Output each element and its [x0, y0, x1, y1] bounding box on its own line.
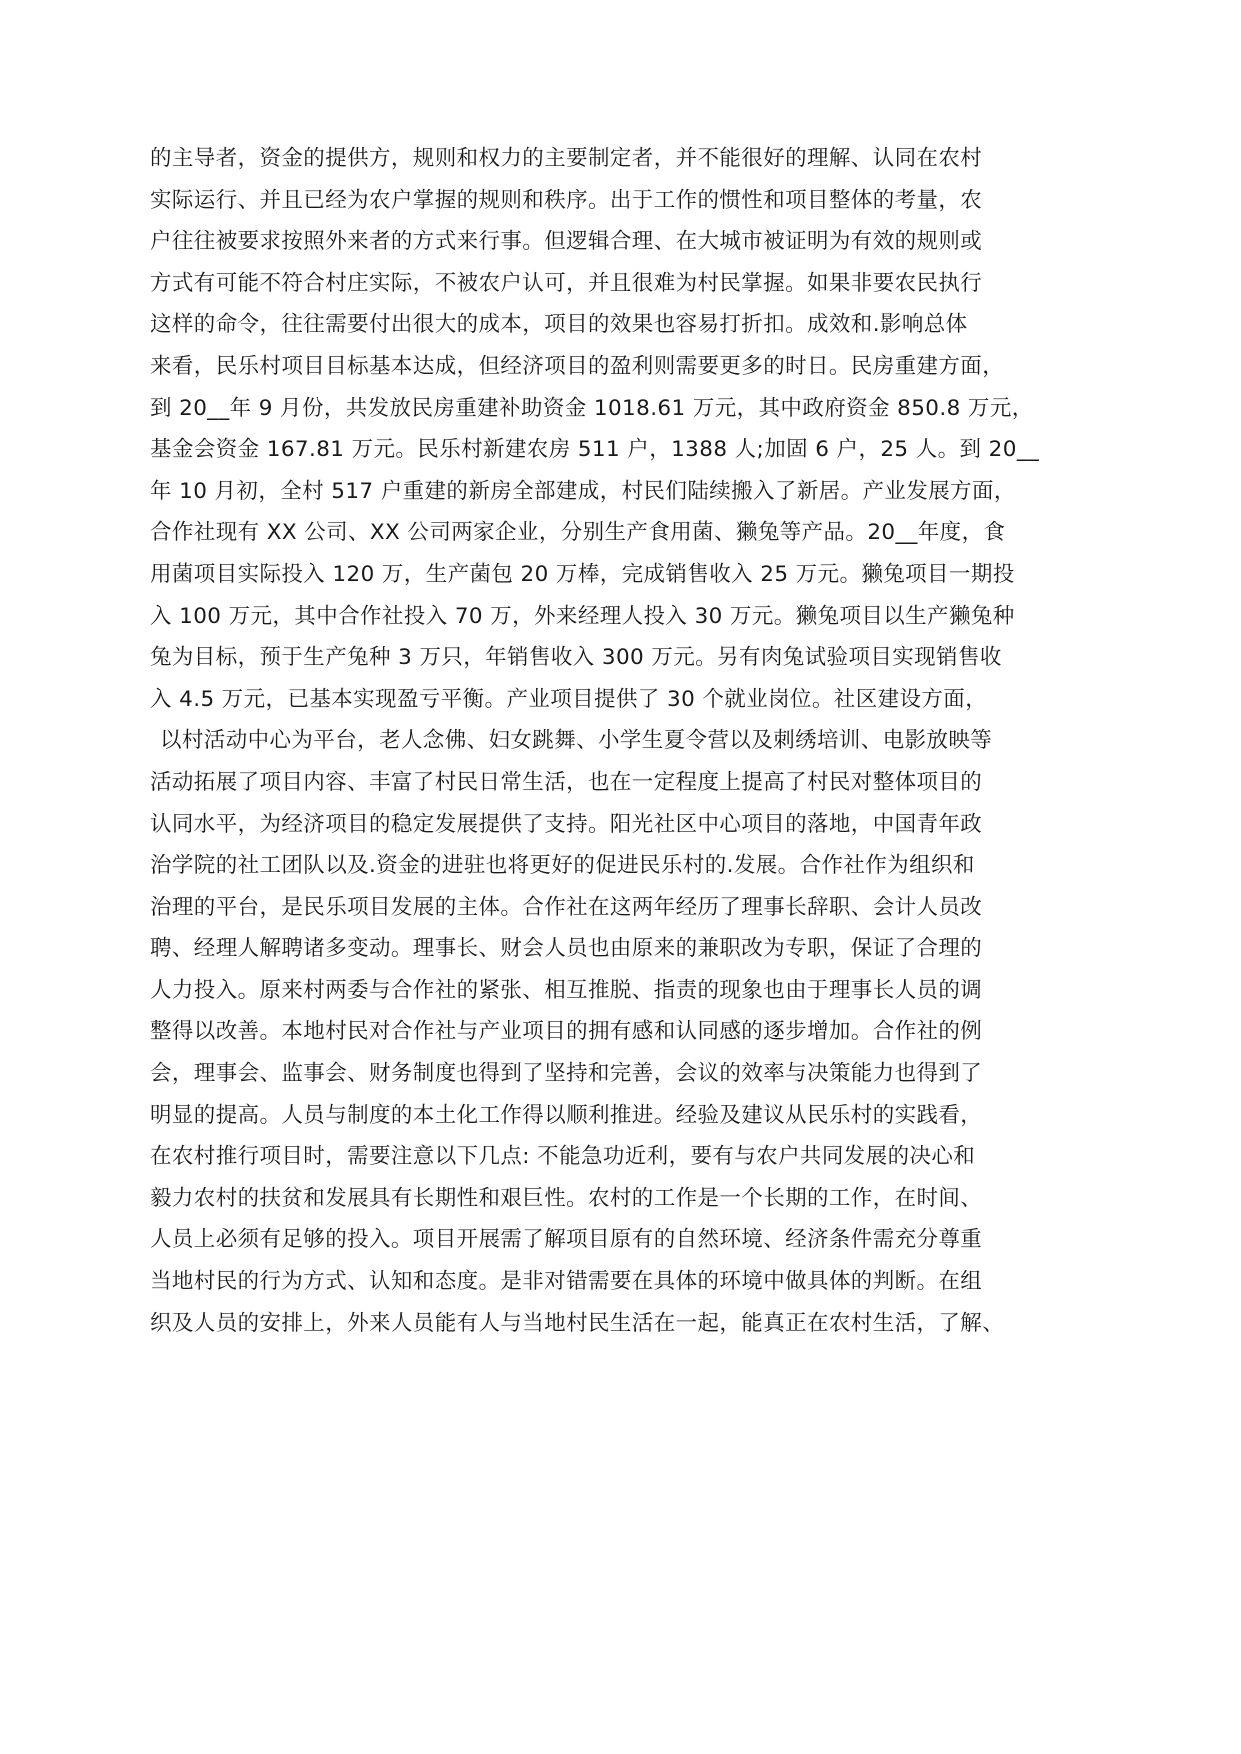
text-line: 人力投入。原来村两委与合作社的紧张、相互推脱、指责的现象也由于理事长人员的调 [150, 977, 983, 1003]
text-line: 以村活动中心为平台，老人念佛、妇女跳舞、小学生夏令营以及刺绣培训、电影放映等 [160, 728, 993, 754]
text-line: 当地村民的行为方式、认知和态度。是非对错需要在具体的环境中做具体的判断。在组 [150, 1269, 983, 1295]
text-line: 用菌项目实际投入 120 万，生产菌包 20 万棒，完成销售收入 25 万元。獭兔项目一期投 [150, 561, 1015, 587]
text-line: 活动拓展了项目内容、丰富了村民日常生活，也在一定程度上提高了村民对整体项目的 [150, 769, 983, 795]
body-text [150, 138, 1110, 1344]
text-line: 的主导者，资金的提供方，规则和权力的主要制定者，并不能很好的理解、认同在农村 [150, 146, 983, 171]
text-line: 聘、经理人解聘诸多变动。理事长、财会人员也由原来的兼职改为专职，保证了合理的 [150, 936, 983, 962]
text-line: 这样的命令，往往需要付出很大的成本，项目的效果也容易打折扣。成效和.影响总体 [150, 312, 968, 338]
text-line: 织及人员的安排上，外来人员能有人与当地村民生活在一起，能真正在农村生活，了解、 [150, 1310, 1005, 1336]
text-line: 实际运行、并且已经为农户掌握的规则和秩序。出于工作的惯性和项目整体的考量，农 [150, 187, 983, 213]
text-line: 人员上必须有足够的投入。项目开展需了解项目原有的自然环境、经济条件需充分尊重 [150, 1227, 983, 1253]
text-line: 来看，民乐村项目目标基本达成，但经济项目的盈利则需要更多的时日。民房重建方面， [150, 353, 1005, 379]
text-line: 整得以改善。本地村民对合作社与产业项目的拥有感和认同感的逐步增加。合作社的例 [150, 1019, 983, 1045]
text-line: 明显的提高。人员与制度的本土化工作得以顺利推进。经验及建议从民乐村的实践看， [150, 1102, 983, 1128]
text-line: 入 100 万元，其中合作社投入 70 万，外来经理人投入 30 万元。獭兔项目以生产獭兔种 [150, 603, 1015, 629]
text-line: 兔为目标，预于生产兔种 3 万只，年销售收入 300 万元。另有肉兔试验项目实现销售收 [150, 645, 1002, 671]
text-line: 基金会资金 167.81 万元。民乐村新建农房 511 户，1388 人;加固 6 户，25 人。到 20__ [150, 437, 1040, 463]
text-line: 毅力农村的扶贫和发展具有长期性和艰巨性。农村的工作是一个长期的工作，在时间、 [150, 1185, 983, 1211]
text-line: 在农村推行项目时，需要注意以下几点: 不能急功近利，要有与农户共同发展的决心和 [150, 1144, 976, 1170]
text-line: 户往往被要求按照外来者的方式来行事。但逻辑合理、在大城市被证明为有效的规则或 [150, 229, 983, 255]
text-line: 到 20__年 9 月份，共发放民房重建补助资金 1018.61 万元，其中政府资金 850.8 万元， [150, 395, 1034, 421]
text-line: 合作社现有 XX 公司、XX 公司两家企业，分别生产食用菌、獭兔等产品。20__年度，食 [150, 520, 1006, 546]
text-line: 认同水平，为经济项目的稳定发展提供了支持。阳光社区中心项目的落地，中国青年政 [150, 811, 983, 837]
text-line: 年 10 月初，全村 517 户重建的新房全部建成，村民们陆续搬入了新居。产业发展方面， [150, 478, 1016, 504]
text-line: 治理的平台，是民乐项目发展的主体。合作社在这两年经历了理事长辞职、会计人员改 [150, 894, 983, 920]
text-line: 入 4.5 万元，已基本实现盈亏平衡。产业项目提供了 30 个就业岗位。社区建设方面， [150, 686, 988, 712]
text-line: 方式有可能不符合村庄实际，不被农户认可，并且很难为村民掌握。如果非要农民执行 [150, 270, 983, 296]
text-line: 会，理事会、监事会、财务制度也得到了坚持和完善，会议的效率与决策能力也得到了 [150, 1061, 983, 1087]
text-line: 治学院的社工团队以及.资金的进驻也将更好的促进民乐村的.发展。合作社作为组织和 [150, 853, 975, 879]
